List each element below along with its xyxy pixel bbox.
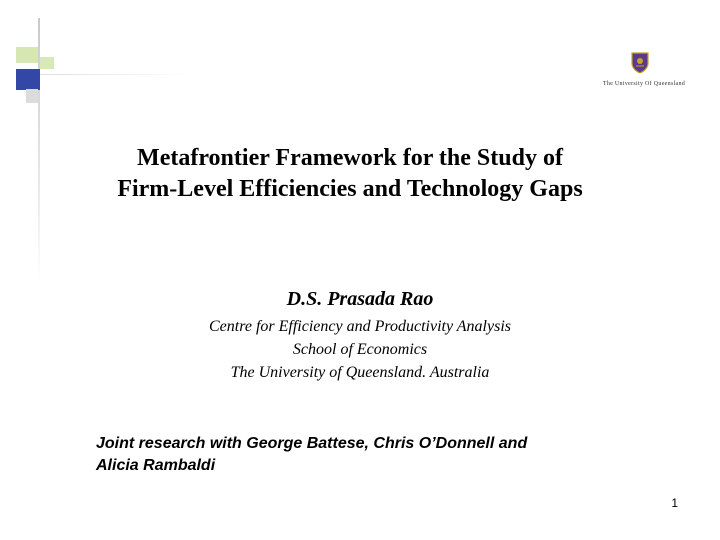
- title-line-1: Metafrontier Framework for the Study of: [137, 145, 563, 171]
- university-name: The University Of Queensland: [602, 81, 686, 87]
- accent-square-green: [16, 47, 38, 63]
- accent-square-grey: [26, 89, 38, 103]
- author-name: D.S. Prasada Rao: [286, 288, 434, 310]
- affiliation: [130, 315, 590, 384]
- joint-research-note: [96, 433, 676, 477]
- crest-icon: [631, 52, 649, 74]
- affiliation-line: The University of Queensland. Australia: [230, 364, 490, 381]
- university-logo: [590, 52, 698, 92]
- affiliation-line: School of Economics: [292, 341, 428, 358]
- title-line-2: Firm-Level Efficiencies and Technology Gaps: [117, 176, 583, 202]
- accent-square-blue: [16, 69, 40, 90]
- joint-research-line-1: Joint research with George Battese, Chris O’Donnell and: [96, 435, 528, 452]
- slide-number: 1: [671, 496, 678, 510]
- slide-title: [40, 143, 660, 205]
- affiliation-line: Centre for Efficiency and Productivity Analysis: [208, 318, 511, 335]
- accent-horizontal-line: [16, 74, 192, 75]
- joint-research-line-2: Alicia Rambaldi: [96, 457, 216, 474]
- accent-square-green-small: [40, 57, 54, 69]
